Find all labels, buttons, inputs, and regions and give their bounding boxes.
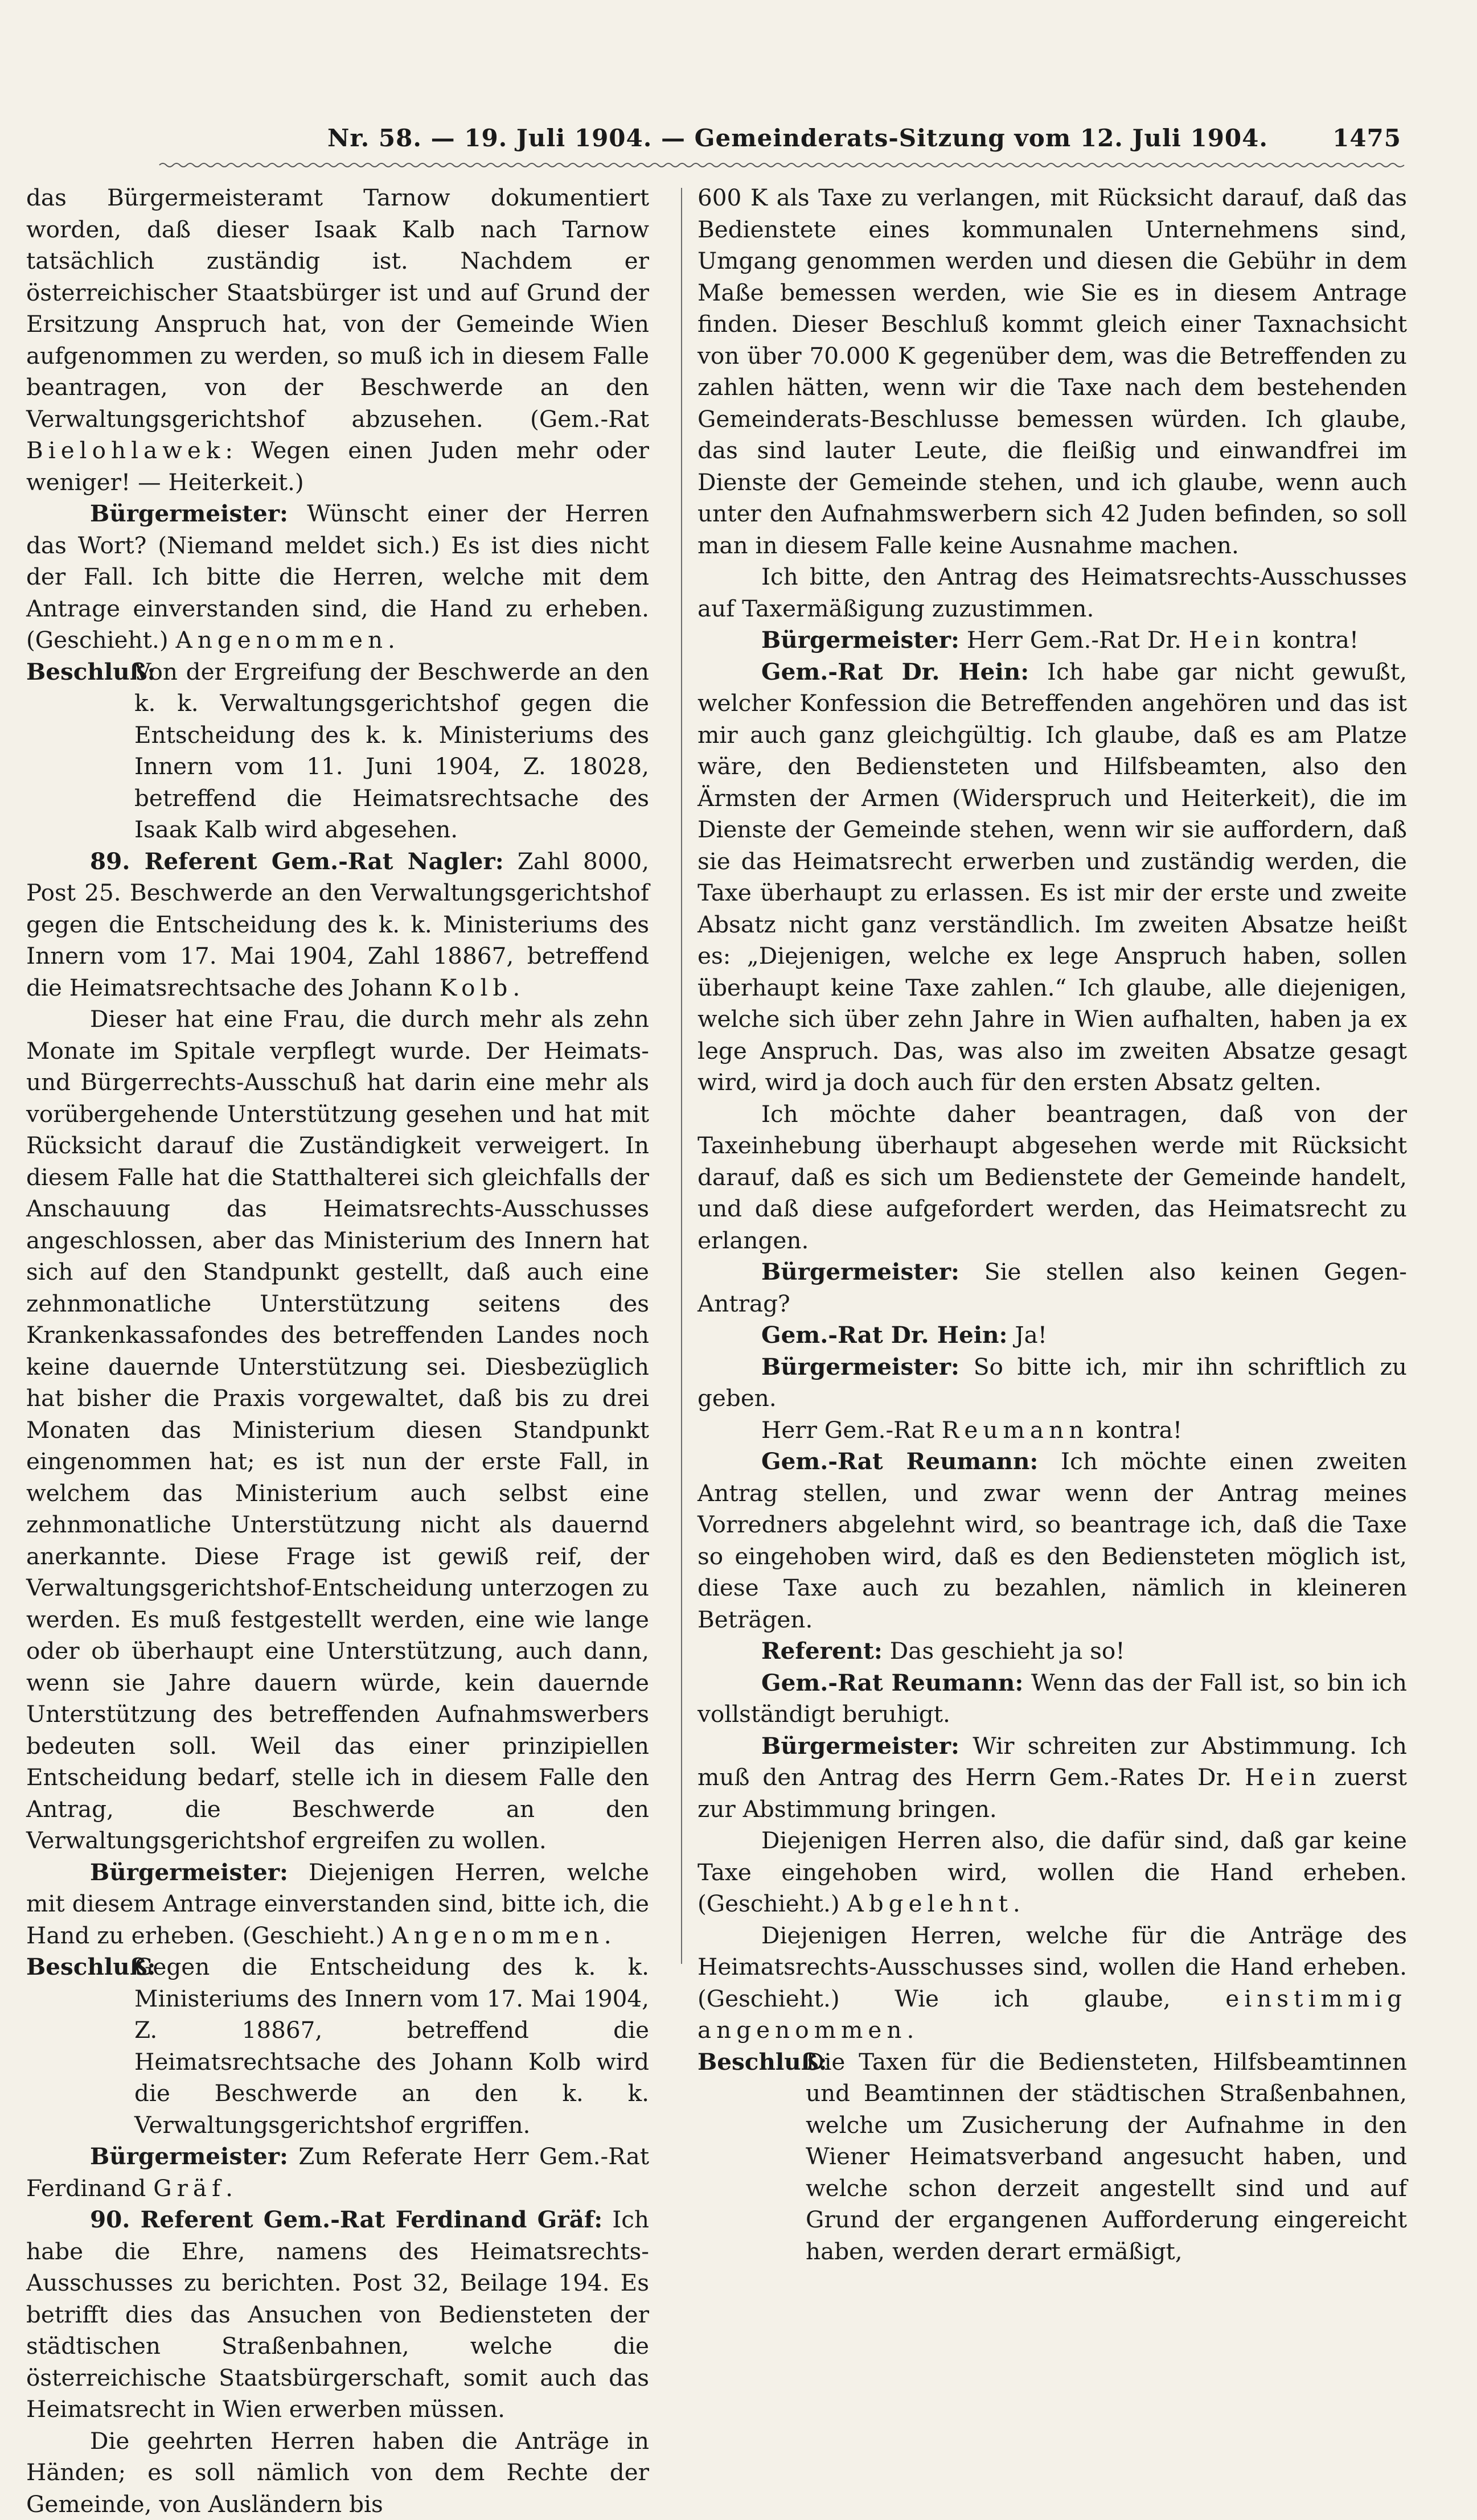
person-name: Reumann xyxy=(942,1416,1089,1444)
speaker-label: Bürgermeister: xyxy=(761,1353,959,1380)
paragraph: Bürgermeister: Herr Gem.-Rat Dr. Hein kontra! xyxy=(698,624,1407,656)
person-name: Hein xyxy=(1189,626,1265,653)
header-wavy-rule xyxy=(159,161,1404,170)
vote-result: einstimmig angenommen. xyxy=(698,1985,1407,2044)
paragraph: Gem.-Rat Dr. Hein: Ich habe gar nicht gewußt, welcher Konfession die Betreffenden angehören und das ist mir auch ganz gleichgültig. Ich glaube, daß es am Platze wäre, den Bediensteten und Hilfsbeamten, also den Ärmsten der Armen (Widerspruch und Heiterkeit), die im Dienste der Gemeinde stehen, wenn wir sie auffordern, daß sie das Heimatsrecht erwerben und zuständig werden, die Taxe überhaupt zu erlassen. Es ist mir der erste und zweite Absatz nicht ganz verständlich. Im zweiten Absatze heißt es: „Diejenigen, welche ex lege Anspruch haben, sollen überhaupt keine Taxe zahlen.“ Ich glaube, alle diejenigen, welche sich über zehn Jahre in Wien aufhalten, haben ja ex lege Anspruch. Das, was also im zweiten Absatze gesagt wird, wird ja doch auch für den ersten Absatz gelten. xyxy=(698,656,1407,1099)
header-title: Nr. 58. — 19. Juli 1904. — Gemeinderats-Sitzung vom 12. Juli 1904. xyxy=(327,124,1268,152)
paragraph: Herr Gem.-Rat Reumann kontra! xyxy=(698,1415,1407,1446)
person-name: Hein xyxy=(1245,1763,1321,1791)
resolution-text: Die Taxen für die Bediensteten, Hilfsbeamtinnen und Beamtinnen der städtischen Straßenbahnen, welche um Zusicherung der Aufnahme in den Wiener Heimatsverband angesucht haben, und welche schon derzeit angestellt sind und auf Grund der ergangenen Aufforderung eingereicht haben, werden derart ermäßigt, xyxy=(698,2046,1407,2268)
paragraph: Ich bitte, den Antrag des Heimatsrechts-Ausschusses auf Taxermäßigung zuzustimmen. xyxy=(698,561,1407,624)
paragraph: Gem.-Rat Reumann: Wenn das der Fall ist, so bin ich vollständigt beruhigt. xyxy=(698,1667,1407,1730)
paragraph: Bürgermeister: Wünscht einer der Herren das Wort? (Niemand meldet sich.) Es ist dies nicht der Fall. Ich bitte die Herren, welche mit dem Antrage einverstanden sind, die Hand zu erheben. (Geschieht.) Angenommen. xyxy=(26,498,649,656)
resolution-block xyxy=(26,1951,649,2141)
paragraph: Die geehrten Herren haben die Anträge in Händen; es soll nämlich von dem Rechte der Gemeinde, von Ausländern bis xyxy=(26,2426,649,2520)
page-header xyxy=(327,124,1401,158)
resolution-label: Beschluß: xyxy=(26,1951,165,1983)
speaker-label: Bürgermeister: xyxy=(761,1732,959,1760)
speaker-label: Bürgermeister: xyxy=(90,1859,288,1886)
paragraph: Bürgermeister: So bitte ich, mir ihn schriftlich zu geben. xyxy=(698,1351,1407,1415)
paragraph: Diejenigen Herren also, die dafür sind, daß gar keine Taxe eingehoben wird, wollen die Hand erheben. (Geschieht.) Abgelehnt. xyxy=(698,1825,1407,1920)
resolution-label: Beschluß: xyxy=(26,656,165,688)
speaker-label: Bürgermeister: xyxy=(761,626,959,653)
page-number: 1475 xyxy=(1332,124,1401,152)
paragraph: Bürgermeister: Diejenigen Herren, welche mit diesem Antrage einverstanden sind, bitte ich, die Hand zu erheben. (Geschieht.) Angenommen. xyxy=(26,1857,649,1952)
paragraph: Bürgermeister: Sie stellen also keinen Gegen-Antrag? xyxy=(698,1256,1407,1319)
paragraph: 89. Referent Gem.-Rat Nagler: Zahl 8000, Post 25. Beschwerde an den Verwaltungsgerichtshof gegen die Entscheidung des k. k. Ministeriums des Innern vom 17. Mai 1904, Zahl 18867, betreffend die Heimatsrechtsache des Johann Kolb. xyxy=(26,846,649,1004)
speaker-label: 89. Referent Gem.-Rat Nagler: xyxy=(90,848,504,875)
resolution-block xyxy=(26,656,649,846)
paragraph: 600 K als Taxe zu verlangen, mit Rücksicht darauf, daß das Bedienstete eines kommunalen Unternehmens sind, Umgang genommen werden und diesen die Gebühr in dem Maße bemessen werden, wie Sie es in diesem Antrage finden. Dieser Beschluß kommt gleich einer Taxnachsicht von über 70.000 K gegenüber dem, was die Betreffenden zu zahlen hätten, wenn wir die Taxe nach dem bestehenden Gemeinderats-Beschlusse bemessen würden. Ich glaube, das sind lauter Leute, die fleißig und einwandfrei im Dienste der Gemeinde stehen, und ich glaube, wenn auch unter den Aufnahmswerbern sich 42 Juden befinden, so soll man in diesem Falle keine Ausnahme machen. xyxy=(698,182,1407,561)
vote-result: Angenommen. xyxy=(392,1922,616,1949)
vote-result: Abgelehnt. xyxy=(847,1890,1025,1917)
paragraph: Referent: Das geschieht ja so! xyxy=(698,1635,1407,1667)
resolution-label: Beschluß: xyxy=(698,2046,836,2078)
person-name: Bielohlawek xyxy=(26,437,225,464)
paragraph: Ich möchte daher beantragen, daß von der Taxeinhebung überhaupt abgesehen werde mit Rücksicht darauf, daß es sich um Bedienstete der Gemeinde handelt, und daß diese aufgefordert werden, das Heimatsrecht zu erlangen. xyxy=(698,1099,1407,1257)
paragraph: Dieser hat eine Frau, die durch mehr als zehn Monate im Spitale verpflegt wurde. Der Heimats- und Bürgerrechts-Ausschuß hat darin eine mehr als vorübergehende Unterstützung gesehen und hat mit Rücksicht darauf die Zuständigkeit verweigert. In diesem Falle hat die Statthalterei sich gleichfalls der Anschauung das Heimatsrechts-Ausschusses angeschlossen, aber das Ministerium des Innern hat sich auf den Standpunkt gestellt, daß auch eine zehnmonatliche Unterstützung seitens des Krankenkassafondes des betreffenden Landes noch keine dauernde Unterstützung sei. Diesbezüglich hat bisher die Praxis vorgewaltet, daß bis zu drei Monaten das Ministerium diesen Standpunkt eingenommen hat; es ist nun der erste Fall, in welchem das Ministerium auch selbst eine zehnmonatliche Unterstützung nicht als dauernd anerkannte. Diese Frage ist gewiß reif, der Verwaltungsgerichtshof-Entscheidung unterzogen zu werden. Es muß festgestellt werden, eine wie lange oder ob überhaupt eine Unterstützung, auch dann, wenn sie Jahre dauern würde, kein dauernde Unterstützung des betreffenden Aufnahmswerbers bedeuten soll. Weil das einer prinzipiellen Entscheidung bedarf, stelle ich in diesem Falle den Antrag, die Beschwerde an den Verwaltungsgerichtshof ergreifen zu wollen. xyxy=(26,1004,649,1857)
speaker-label: Gem.-Rat Reumann: xyxy=(761,1669,1023,1696)
resolution-block xyxy=(698,2046,1407,2268)
paragraph: 90. Referent Gem.-Rat Ferdinand Gräf: Ich habe die Ehre, namens des Heimatsrechts-Ausschusses zu berichten. Post 32, Beilage 194. Es betrifft dies das Ansuchen von Bediensteten der städtischen Straßenbahnen, welche die österreichische Staatsbürgerschaft, somit auch das Heimatsrecht in Wien erwerben müssen. xyxy=(26,2204,649,2426)
speaker-label: Bürgermeister: xyxy=(90,2143,288,2170)
speaker-label: Gem.-Rat Dr. Hein: xyxy=(761,1321,1008,1349)
paragraph: Bürgermeister: Zum Referate Herr Gem.-Rat Ferdinand Gräf. xyxy=(26,2141,649,2204)
speaker-label: Referent: xyxy=(761,1637,883,1664)
person-name: Kolb xyxy=(440,974,512,1001)
paragraph: Gem.-Rat Dr. Hein: Ja! xyxy=(698,1319,1407,1351)
speaker-label: Bürgermeister: xyxy=(90,500,288,527)
resolution-text: Gegen die Entscheidung des k. k. Ministeriums des Innern vom 17. Mai 1904, Z. 18867, betreffend die Heimatsrechtsache des Johann Kolb wird die Beschwerde an den k. k. Verwaltungsgerichtshof ergriffen. xyxy=(26,1951,649,2141)
paragraph: Diejenigen Herren, welche für die Anträge des Heimatsrechts-Ausschusses sind, wollen die Hand erheben. (Geschieht.) Wie ich glaube, einstimmig angenommen. xyxy=(698,1920,1407,2046)
paragraph: Bürgermeister: Wir schreiten zur Abstimmung. Ich muß den Antrag des Herrn Gem.-Rates Dr. Hein zuerst zur Abstimmung bringen. xyxy=(698,1730,1407,1826)
resolution-text: Von der Ergreifung der Beschwerde an den k. k. Verwaltungsgerichtshof gegen die Entscheidung des k. k. Ministeriums des Innern vom 11. Juni 1904, Z. 18028, betreffend die Heimatsrechtsache des Isaak Kalb wird abgesehen. xyxy=(26,656,649,846)
right-column xyxy=(698,182,1407,1992)
vote-result: Angenommen. xyxy=(176,626,400,653)
left-column xyxy=(26,182,649,1992)
speaker-label: Gem.-Rat Dr. Hein: xyxy=(761,658,1029,685)
column-divider xyxy=(681,188,682,1964)
speaker-label: Gem.-Rat Reumann: xyxy=(761,1448,1038,1475)
speaker-label: Bürgermeister: xyxy=(761,1258,959,1285)
paragraph: Gem.-Rat Reumann: Ich möchte einen zweiten Antrag stellen, und zwar wenn der Antrag meines Vorredners abgelehnt wird, so beantrage ich, daß die Taxe so eingehoben wird, daß es den Bediensteten möglich ist, diese Taxe auch zu bezahlen, nämlich in kleineren Beträgen. xyxy=(698,1446,1407,1635)
paragraph: das Bürgermeisteramt Tarnow dokumentiert worden, daß dieser Isaak Kalb nach Tarnow tatsächlich zuständig ist. Nachdem er österreichischer Staatsbürger ist und auf Grund der Ersitzung Anspruch hat, von der Gemeinde Wien aufgenommen zu werden, so muß ich in diesem Falle beantragen, von der Beschwerde an den Verwaltungsgerichtshof abzusehen. (Gem.-Rat Bielohlawek: Wegen einen Juden mehr oder weniger! — Heiterkeit.) xyxy=(26,182,649,498)
person-name: Gräf xyxy=(153,2174,225,2202)
speaker-label: 90. Referent Gem.-Rat Ferdinand Gräf: xyxy=(90,2206,602,2233)
